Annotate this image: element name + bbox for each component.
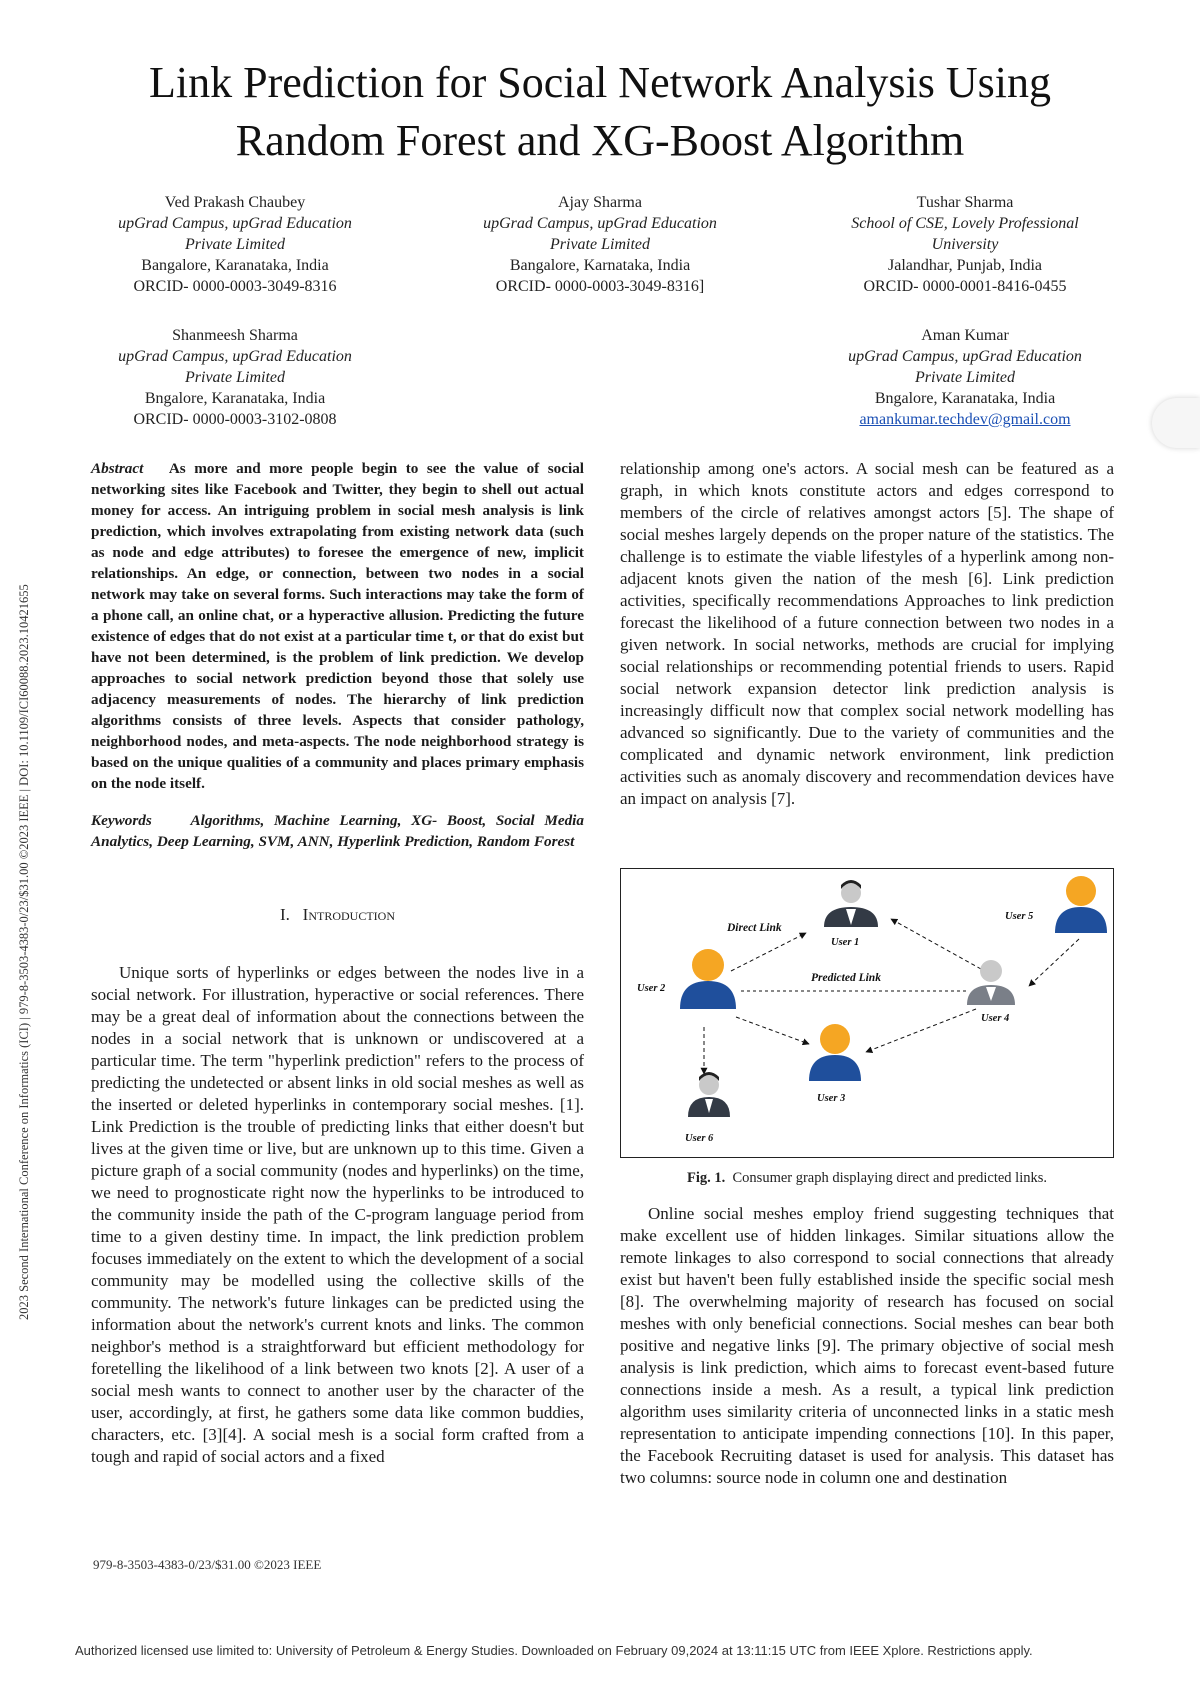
author-affiliation: upGrad Campus, upGrad Education	[118, 215, 352, 232]
author-orcid: ORCID- 0000-0003-3049-8316]	[495, 278, 705, 295]
user-2-label: User 2	[637, 983, 666, 994]
label-direct-link: Direct Link	[727, 922, 782, 934]
author-name: Tushar Sharma	[916, 194, 1014, 211]
author-affiliation: Private Limited	[550, 236, 650, 253]
user-5-label: User 5	[1005, 911, 1034, 922]
author-affiliation: Private Limited	[185, 236, 285, 253]
user-5-body-icon	[1055, 907, 1107, 933]
user-4-label: User 4	[981, 1013, 1010, 1024]
author-block-1	[70, 192, 400, 297]
abstract-text: As more and more people begin to see the value of social networking sites like Facebook and Twitter, they begin to shell out actual money for access. An intriguing problem in social mesh analysis is link prediction, which involves extrapolating from existing network data (such as node and edge attributes) to foresee the emergence of new, implicit relationships. An edge, or connection, between two nodes in a social network may take on several forms. Such interactions may take the form of a phone call, an online chat, or a hyperactive allusion. Predicting the future existence of edges that do not exist at a particular time t, or that do exist but have not been determined, is the problem of link prediction. We develop approaches to social network prediction beyond those that solely use adjacency measurements of nodes. The hierarchy of link prediction algorithms consists of three levels. Aspects that consider pathology, neighborhood nodes, and meta-aspects. The node neighborhood strategy is based on the unique qualities of a community and places primary emphasis on the node itself.	[91, 460, 585, 792]
keywords	[91, 810, 584, 852]
author-orcid: ORCID- 0000-0001-8416-0455	[863, 278, 1067, 295]
user-2-node	[637, 949, 736, 1009]
user-3-label: User 3	[817, 1093, 846, 1104]
author-location: Bngalore, Karanataka, India	[874, 390, 1056, 407]
right-column-bottom	[620, 1203, 1114, 1489]
author-affiliation: upGrad Campus, upGrad Education	[848, 348, 1082, 365]
doi-sidebar: 2023 Second International Conference on Informatics (ICI) | 979-8-3503-4383-0/23/$31.00 ©2023 IEEE | DOI: 10.1109/ICI60088.2023.10421655	[17, 584, 31, 1320]
user-4-node	[967, 960, 1015, 1024]
author-location: Bangalore, Karanataka, India	[141, 257, 329, 274]
author-location: Bngalore, Karanataka, India	[144, 390, 326, 407]
author-name: Shanmeesh Sharma	[172, 327, 298, 344]
page-scroll-tab[interactable]	[1152, 398, 1200, 448]
user-1-label: User 1	[831, 937, 860, 948]
user-3-head-icon	[820, 1024, 850, 1054]
user-4-head-icon	[980, 960, 1002, 982]
figure-caption	[620, 1170, 1114, 1187]
edge-u2-u3	[736, 1017, 809, 1044]
section-number: I.	[280, 905, 290, 924]
author-block-3	[800, 192, 1130, 297]
author-affiliation: School of CSE, Lovely Professional	[851, 215, 1079, 232]
figure-graph	[620, 868, 1114, 1158]
caption-text: Consumer graph displaying direct and predicted links.	[732, 1170, 1047, 1186]
author-name: Ajay Sharma	[558, 194, 642, 211]
author-email-link[interactable]: amankumar.techdev@gmail.com	[859, 411, 1071, 428]
paper-title	[60, 54, 1140, 170]
author-affiliation: Private Limited	[185, 369, 285, 386]
user-1-head-icon	[841, 883, 861, 903]
abstract	[91, 458, 584, 794]
left-column	[91, 458, 584, 852]
user-6-label: User 6	[685, 1133, 714, 1144]
edge-u5-u4	[1029, 939, 1079, 986]
author-location: Bangalore, Karnataka, India	[509, 257, 691, 274]
right-paragraph-1: relationship among one's actors. A social mesh can be featured as a graph, in which knots constitute actors and edges correspond to members of the circle of relatives amongst actors [5]. The shape of social meshes largely depends on the proper nature of the statistics. The challenge is to estimate the viable lifestyles of a hyperlink among non-adjacent knots given the nation of the mesh [6]. Link prediction activities, specifically recommendations Approaches to link prediction forecast the likelihood of a future connection between two nodes in a given network. In social networks, methods are crucial for implying social relationships or recommending potential friends to users. Rapid social network expansion detector link prediction analysis is increasingly difficult now that complex social network modelling has advanced so significantly. Due to the variety of communities and the complicated and dynamic network environment, link prediction activities such as anomaly discovery and recommendation devices have an impact on analysis [7].	[620, 459, 1114, 808]
edge-u4-u1	[891, 919, 981, 969]
user-3-node	[809, 1024, 861, 1104]
user-5-head-icon	[1066, 876, 1096, 906]
title-line-2: Random Forest and XG-Boost Algorithm	[235, 116, 965, 165]
intro-column	[91, 962, 584, 1468]
author-location: Jalandhar, Punjab, India	[888, 257, 1042, 274]
author-name: Aman Kumar	[921, 327, 1009, 344]
section-title: Introduction	[302, 905, 395, 924]
graph-svg	[621, 869, 1113, 1157]
copyright-line: 979-8-3503-4383-0/23/$31.00 ©2023 IEEE	[93, 1557, 322, 1572]
user-5-node	[1005, 876, 1107, 933]
author-affiliation: Private Limited	[915, 369, 1015, 386]
author-block-5	[800, 325, 1130, 430]
section-heading	[91, 905, 584, 925]
author-affiliation: upGrad Campus, upGrad Education	[483, 215, 717, 232]
right-column-top	[620, 458, 1114, 810]
edge-u4-u3	[866, 1009, 976, 1052]
abstract-label: Abstract	[91, 460, 144, 477]
keywords-label: Keywords	[91, 812, 152, 829]
intro-paragraph: Unique sorts of hyperlinks or edges between the nodes live in a social network. For illustration, hyperactive or social references. There may be a great deal of information about the connections between the nodes in a social network that is unknown or undiscovered at a particular time. The term "hyperlink prediction" refers to the process of predicting the undetected or absent links in old social meshes as well as the inserted or deleted hyperlinks in contemporary social meshes. [1]. Link Prediction is the trouble of predicting links that either doesn't but lives at the given time or live, but are unknown up to this time. Given a picture graph of a social community (nodes and hyperlinks) on the time, we need to prognosticate right now the hyperlinks to be introduced to the community inside the path of the C-program language period from time to a given destiny time. In impact, the link prediction problem focuses immediately on the extent to which the development of a social community may be modelled using the collective skills of the community. The network's future linkages can be predicted using the information about the network's current knots and links. The common neighbor's method is a straightforward but efficient methodology for foretelling the likelihood of a link between two knots [2]. A user of a social mesh wants to connect to another user by the character of the user, accordingly, at first, he gathers some data like common buddies, characters, etc. [3][4]. A social mesh is a social form crafted from a tough and rapid of social actors and a fixed	[91, 963, 584, 1466]
author-affiliation: University	[931, 236, 999, 253]
author-block-4	[70, 325, 400, 430]
author-affiliation: upGrad Campus, upGrad Education	[118, 348, 352, 365]
author-block-2	[435, 192, 765, 297]
user-6-node	[685, 1072, 730, 1144]
author-orcid: ORCID- 0000-0003-3102-0808	[133, 411, 337, 428]
user-6-head-icon	[699, 1075, 719, 1095]
caption-label: Fig. 1.	[686, 1170, 726, 1186]
author-orcid: ORCID- 0000-0003-3049-8316	[133, 278, 337, 295]
keywords-text: Algorithms, Machine Learning, XG- Boost, Social Media Analytics, Deep Learning, SVM, ANN, Hyperlink Prediction, Random Forest	[91, 812, 584, 850]
author-name: Ved Prakash Chaubey	[164, 194, 306, 211]
edge-direct-u2-u1	[731, 933, 806, 971]
title-line-1: Link Prediction for Social Network Analysis Using	[149, 58, 1051, 107]
user-1-node	[824, 880, 878, 948]
user-2-head-icon	[692, 949, 724, 981]
label-predicted-link: Predicted Link	[811, 972, 881, 984]
user-3-body-icon	[809, 1055, 861, 1081]
user-2-body-icon	[680, 981, 736, 1009]
right-paragraph-2: Online social meshes employ friend suggesting techniques that make excellent use of hidden linkages. Similar situations allow the remote linkages to also correspond to social connections that already exist but haven't been fully established inside the specific social mesh [8]. The overwhelming majority of research has focused on social meshes with only beneficial connections. Social meshes can bear both positive and negative links [9]. The primary objective of social mesh analysis is link prediction, which aims to forecast event-based future connections inside a mesh. As a result, a typical link prediction algorithm uses similarity criteria of unconnected links in a static mesh representation to anticipate impending connections [10]. In this paper, the Facebook Recruiting dataset is used for analysis. This dataset has two columns: source node in column one and destination	[620, 1204, 1114, 1487]
license-footer: Authorized licensed use limited to: University of Petroleum & Energy Studies. Downloaded on February 09,2024 at 13:11:15 UTC from IEEE Xplore. Restrictions apply.	[75, 1643, 1033, 1658]
